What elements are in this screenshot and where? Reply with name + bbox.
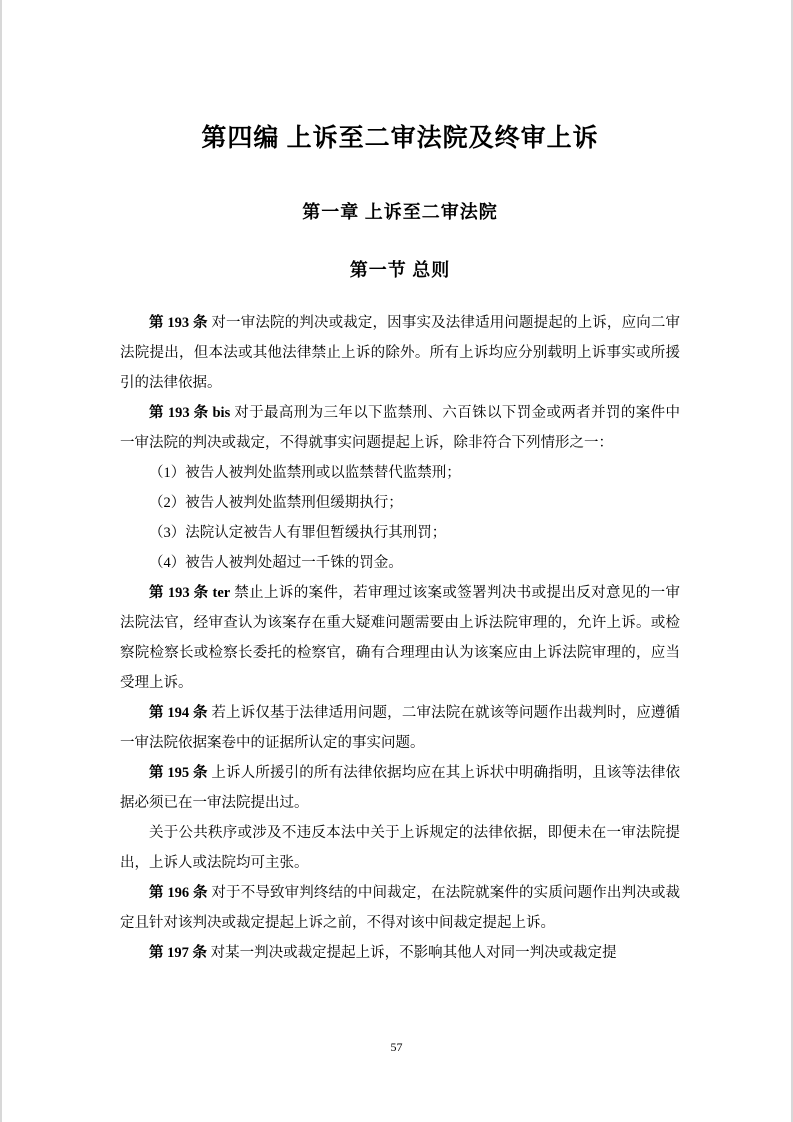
paragraph (120, 818, 680, 878)
chapter-title: 第一章 上诉至二审法院 (302, 202, 498, 222)
paragraph-text: 对一审法院的判决或裁定，因事实及法律适用问题提起的上诉，应向二审法院提出，但本法或其他法律禁止上诉的除外。所有上诉均应分别载明上诉事实或所援引的法律依据。 (120, 315, 681, 391)
article-number: 第 197 条 (149, 945, 207, 961)
paragraph-text: 禁止上诉的案件，若审理过该案或签署判决书或提出反对意见的一审法院法官，经审查认为该案存在重大疑难问题需要由上诉法院审理的，允许上诉。或检察院检察长或检察长委托的检察官，确有合理理由认为该案应由上诉法院审理的，应当受理上诉。 (120, 585, 681, 691)
article-number: 第 193 条 (149, 315, 208, 331)
paragraph-text: 上诉人所援引的所有法律依据均应在其上诉状中明确指明，且该等法律依据必须已在一审法院提出过。 (120, 765, 681, 811)
paragraph-text: （3）法院认定被告人有罪但暂缓执行其刑罚； (149, 525, 447, 541)
page-content (120, 0, 680, 968)
paragraph-text: 对某一判决或裁定提起上诉，不影响其他人对同一判决或裁定提 (210, 945, 617, 961)
paragraph-text: 关于公共秩序或涉及不违反本法中关于上诉规定的法律依据，即便未在一审法院提出，上诉人或法院均可主张。 (120, 825, 680, 871)
paragraph (120, 578, 680, 698)
paragraph (120, 758, 680, 818)
paragraph (120, 938, 680, 968)
article-number: 第 195 条 (149, 765, 208, 781)
paragraph (120, 878, 680, 938)
paragraph-text: （4）被告人被判处超过一千铢的罚金。 (149, 555, 403, 571)
article-number: 第 194 条 (149, 705, 208, 721)
paragraph (120, 308, 680, 398)
book-title: 第四编 上诉至二审法院及终审上诉 (201, 125, 599, 152)
paragraph (120, 518, 680, 548)
paragraph (120, 698, 680, 758)
paragraph-text: （2）被告人被判处监禁刑但缓期执行； (149, 495, 403, 511)
paragraph (120, 548, 680, 578)
paragraph (120, 488, 680, 518)
article-number: 第 196 条 (149, 885, 208, 901)
paragraph (120, 458, 680, 488)
paragraph-text: （1）被告人被判处监禁刑或以监禁替代监禁刑； (149, 465, 461, 481)
paragraph-text: 对于不导致审判终结的中间裁定，在法院就案件的实质问题作出判决或裁定且针对该判决或裁定提起上诉之前，不得对该中间裁定提起上诉。 (120, 885, 681, 931)
article-number: 第 193 条 ter (149, 585, 231, 601)
page-number: 57 (390, 1040, 403, 1054)
paragraph-text: 对于最高刑为三年以下监禁刑、六百铢以下罚金或两者并罚的案件中一审法院的判决或裁定，不得就事实问题提起上诉，除非符合下列情形之一： (120, 405, 680, 451)
body-text (120, 308, 680, 968)
section-title: 第一节 总则 (349, 260, 451, 280)
paragraph-text: 若上诉仅基于法律适用问题，二审法院在就该等问题作出裁判时，应遵循一审法院依据案卷中的证据所认定的事实问题。 (120, 705, 681, 751)
article-number: 第 193 条 bis (149, 405, 231, 421)
paragraph (120, 398, 680, 458)
